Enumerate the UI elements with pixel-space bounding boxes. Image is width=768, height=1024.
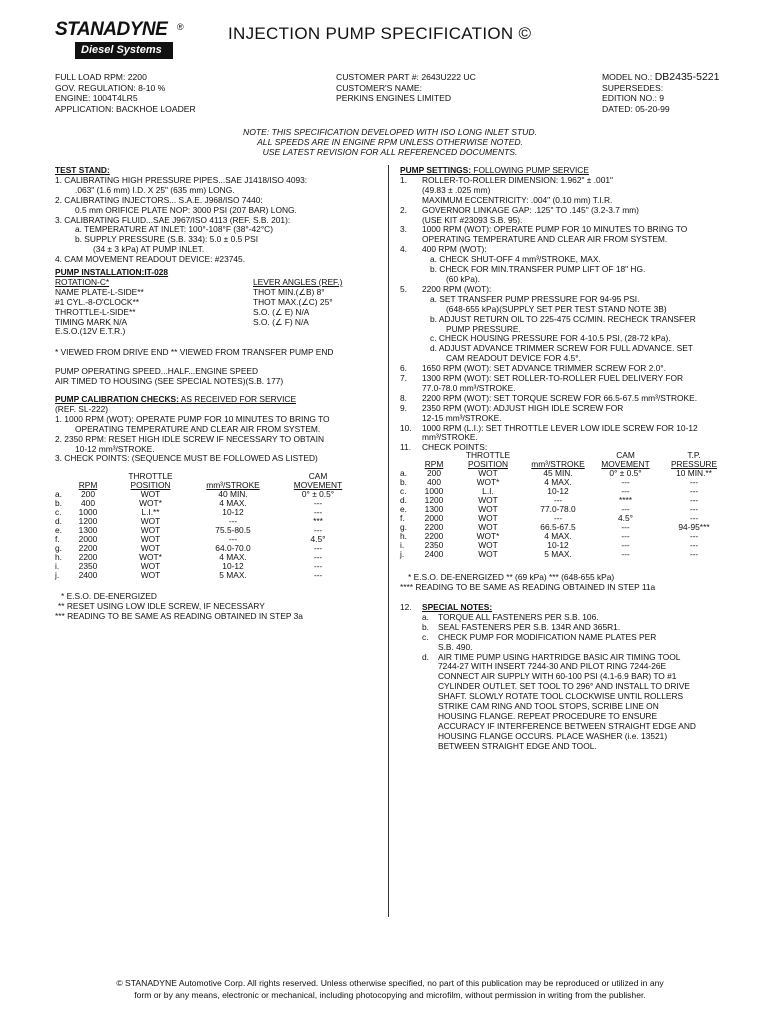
table-cell: WOT* — [139, 498, 162, 508]
table-cell: WOT — [478, 504, 498, 514]
special-note-text: HOUSING FLANGE OCCURS. PLACE WASHER (i.e. 13521) — [438, 730, 668, 741]
table-cell: 64.0-70.0 — [215, 543, 251, 553]
table-cell: 1000 — [424, 486, 444, 496]
table-cell: 1000 — [78, 507, 98, 517]
col-header: RPM — [78, 480, 98, 490]
special-note-text: S.B. 490. — [438, 641, 473, 652]
header-middle — [336, 72, 476, 104]
settings-line-number: 7. — [400, 373, 407, 384]
settings-line-text: OPERATING TEMPERATURE AND CLEAR AIR FROM SYSTEM. — [422, 234, 668, 245]
col-header: RPM — [424, 459, 444, 469]
install-left: NAME PLATE-L-SIDE** — [55, 286, 144, 297]
table-cell: 200 — [427, 468, 441, 478]
test-stand-line: 1. CALIBRATING HIGH PRESSURE PIPES...SAE J1418/ISO 4093: — [55, 174, 308, 185]
calibration-line: 2. 2350 RPM: RESET HIGH IDLE SCREW IF NECESSARY TO OBTAIN — [55, 433, 325, 444]
settings-line-number: 9. — [400, 402, 407, 413]
table-cell: 2350 — [424, 540, 444, 550]
settings-line-text: 2350 RPM (WOT): ADJUST HIGH IDLE SCREW FOR — [422, 402, 624, 413]
test-stand-line: b. SUPPLY PRESSURE (S.B. 334): 5.0 ± 0.5 PSI — [75, 234, 259, 245]
table-cell: L.I.** — [141, 507, 160, 517]
table-cell: WOT* — [139, 552, 162, 562]
table-cell: 1300 — [424, 504, 444, 514]
install-left: E.S.O.(12V E.T.R.) — [55, 326, 126, 337]
calibration-section — [55, 395, 385, 464]
table-cell: 400 — [427, 477, 441, 487]
settings-line-text: 2200 RPM (WOT): — [422, 283, 492, 294]
install-left: TIMING MARK N/A — [55, 316, 128, 327]
col-header: T.P. — [687, 450, 701, 460]
calibration-line: 3. CHECK POINTS: (SEQUENCE MUST BE FOLLOWED AS LISTED) — [55, 453, 318, 464]
table-cell: 4 MAX. — [544, 531, 572, 541]
table-cell: 0° ± 0.5° — [609, 468, 642, 478]
settings-line-text: b. CHECK FOR MIN.TRANSFER PUMP LIFT OF 18" HG. — [430, 264, 646, 275]
settings-line — [400, 315, 745, 325]
table-row — [400, 487, 725, 496]
test-stand-line: .063" (1.6 mm) I.D. X 25" (635 mm) LONG. — [75, 184, 235, 195]
table-cell: WOT — [478, 522, 498, 532]
dated-line: DATED: 05-20-99 — [602, 103, 670, 114]
special-note-text: SHAFT. SLOWLY ROTATE TOOL CLOCKWISE UNTIL ROLLERS — [438, 691, 684, 702]
table-cell: a. — [55, 489, 62, 499]
calibration-heading-rest: AS RECEIVED FOR SERVICE — [178, 394, 297, 404]
calibration-line: 10-12 mm³/STROKE. — [75, 443, 155, 454]
table-cell: 40 MIN. — [218, 489, 248, 499]
table-cell: WOT — [478, 468, 498, 478]
special-note-text: CHECK PUMP FOR MODIFICATION NAME PLATES PER — [438, 631, 657, 642]
edition-line: EDITION NO.: 9 — [602, 93, 665, 103]
model-line — [602, 72, 720, 83]
header-mid-line: PERKINS ENGINES LIMITED — [336, 93, 452, 103]
settings-line-number: 3. — [400, 224, 407, 235]
table-cell: a. — [400, 468, 407, 478]
registered-mark: ® — [177, 22, 184, 32]
settings-line-text: CHECK POINTS: — [422, 442, 488, 453]
table-cell: --- — [689, 540, 699, 550]
col-header: PRESSURE — [670, 459, 718, 469]
settings-line-number: 10. — [400, 422, 412, 433]
installation-heading: PUMP INSTALLATION:IT-028 — [55, 267, 169, 277]
table-cell: j. — [400, 549, 405, 559]
header-right — [602, 72, 720, 114]
calibration-checkpoints-table — [55, 472, 368, 580]
special-note-text: SEAL FASTENERS PER S.B. 134R AND 365R1. — [438, 621, 621, 632]
table-cell: e. — [55, 525, 62, 535]
settings-line-number: 5. — [400, 283, 407, 294]
document-title: INJECTION PUMP SPECIFICATION © — [228, 24, 532, 43]
install-left: #1 CYL.-8-O'CLOCK** — [55, 296, 139, 307]
settings-line-text: (49.83 ± .025 mm) — [422, 184, 491, 195]
table-cell: --- — [313, 561, 323, 571]
col-header: mm³/STROKE — [531, 459, 585, 469]
table-cell: 75.5-80.5 — [215, 525, 251, 535]
header-left-line: GOV. REGULATION: 8-10 % — [55, 82, 166, 93]
table-row — [400, 505, 725, 514]
test-stand-line: a. TEMPERATURE AT INLET: 100°-108°F (38°-42°C) — [75, 224, 274, 235]
table-cell: g. — [400, 522, 407, 532]
copyright-footer — [70, 977, 710, 1001]
special-note-text: TORQUE ALL FASTENERS PER S.B. 106. — [438, 611, 599, 622]
settings-line-number: 2. — [400, 204, 407, 215]
table-cell: --- — [228, 516, 238, 526]
special-num: 12. — [400, 602, 412, 612]
settings-checkpoints-table — [400, 451, 725, 559]
settings-heading-rest: FOLLOWING PUMP SERVICE — [471, 165, 589, 175]
table-cell: 0° ± 0.5° — [301, 489, 335, 499]
settings-line-text: b. ADJUST RETURN OIL TO 225-475 CC/MIN. RECHECK TRANSFER — [430, 313, 696, 324]
table-cell: WOT* — [476, 477, 500, 487]
settings-line-number: 11. — [400, 442, 412, 453]
settings-line-text: 1000 RPM (WOT): OPERATE PUMP FOR 10 MINUTES TO BRING TO — [422, 224, 688, 235]
table-cell: --- — [228, 534, 238, 544]
install-right: THOT MIN.(∠B) 8° — [253, 286, 325, 297]
install-left: ROTATION-C* — [55, 276, 110, 287]
table-cell: WOT — [140, 489, 161, 499]
spec-note — [150, 127, 630, 157]
settings-line-text: 1300 RPM (WOT): SET ROLLER-TO-ROLLER FUEL DELIVERY FOR — [422, 373, 684, 384]
table-cell: --- — [553, 513, 563, 523]
table-cell: --- — [313, 543, 323, 553]
supersedes-line: SUPERSEDES: — [602, 82, 664, 93]
table-cell: 10 MIN.** — [676, 468, 712, 478]
settings-line-text: MAXIMUM ECCENTRICITY: .004" (0.10 mm) T.I.R. — [422, 194, 613, 205]
table-cell: WOT — [478, 540, 498, 550]
table-cell: i. — [400, 540, 405, 550]
table-cell: --- — [553, 495, 563, 505]
model-label: MODEL NO.: — [602, 72, 653, 82]
header-left-line: APPLICATION: BACKHOE LOADER — [55, 103, 196, 114]
column-divider — [388, 165, 389, 917]
settings-line-text: d. ADJUST ADVANCE TRIMMER SCREW FOR FULL ADVANCE. SET — [430, 343, 693, 354]
table-cell: 94-95*** — [678, 522, 710, 532]
table-cell: --- — [689, 495, 699, 505]
table-cell: --- — [621, 540, 630, 550]
special-note-text: CONNECT AIR SUPPLY WITH 60-100 PSI (4.1-6.9 BAR) TO #1 — [438, 671, 677, 682]
table-cell: 4 MAX. — [219, 552, 247, 562]
table-cell: WOT — [140, 543, 161, 553]
table-cell: --- — [689, 531, 699, 541]
settings-line-text: 77.0-78.0 mm³/STROKE. — [422, 382, 516, 393]
table-cell: --- — [689, 549, 699, 559]
table-cell: WOT* — [476, 531, 500, 541]
table-cell: 2000 — [424, 513, 444, 523]
footnote: * E.S.O. DE-ENERGIZED ** (69 kPa) *** (648-655 kPa) — [408, 572, 615, 582]
table-cell: 2200 — [424, 522, 444, 532]
table-cell: d. — [400, 495, 407, 505]
table-cell: d. — [55, 516, 62, 526]
table-cell: 66.5-67.5 — [540, 522, 576, 532]
special-note-text: STRIKE CAM RING AND TOOL STOPS, SCRIBE LINE ON — [438, 701, 659, 712]
special-note-line — [400, 742, 745, 752]
table-cell: b. — [55, 498, 62, 508]
special-note-letter: a. — [422, 611, 429, 622]
table-cell: h. — [400, 531, 407, 541]
table-cell: --- — [689, 486, 699, 496]
table-cell: 4.5° — [618, 513, 633, 523]
table-cell: --- — [313, 552, 323, 562]
table-cell: i. — [55, 561, 60, 571]
installation-section — [55, 268, 380, 387]
settings-section — [400, 166, 745, 453]
special-note-text: CYLINDER OUTLET. SET TOOL TO 296° AND INSTALL TO DRIVE — [438, 681, 690, 692]
table-cell: 4 MAX. — [544, 477, 572, 487]
table-cell: 2000 — [78, 534, 98, 544]
table-cell: 1300 — [78, 525, 98, 535]
table-cell: --- — [313, 525, 323, 535]
settings-line-text: 1000 RPM (L.I.): SET THROTTLE LEVER LOW IDLE SCREW FOR 10-12 — [422, 422, 698, 433]
table-cell: 2200 — [78, 552, 98, 562]
logo-brand: STANADYNE — [55, 19, 168, 40]
table-cell: 5 MAX. — [219, 570, 247, 580]
table-cell: L.I. — [482, 486, 494, 496]
table-cell: --- — [621, 486, 630, 496]
install-right: THOT MAX.(∠C) 25° — [253, 296, 333, 307]
table-cell: b. — [400, 477, 407, 487]
settings-line-text: a. SET TRANSFER PUMP PRESSURE FOR 94-95 PSI. — [430, 293, 640, 304]
table-cell: --- — [689, 477, 699, 487]
settings-line-text: (USE KIT #23093 S.B. 95). — [422, 214, 523, 225]
table-cell: f. — [400, 513, 405, 523]
settings-line-number: 1. — [400, 174, 407, 185]
table-cell: **** — [618, 495, 633, 505]
table-cell: --- — [313, 507, 323, 517]
table-cell: 4.5° — [310, 534, 326, 544]
note-line: USE LATEST REVISION FOR ALL REFERENCED DOCUMENTS. — [262, 147, 518, 157]
test-stand-line: 2. CALIBRATING INJECTORS... S.A.E. J968/ISO 7440: — [55, 194, 263, 205]
special-heading: SPECIAL NOTES: — [422, 602, 493, 612]
table-cell: --- — [689, 504, 699, 514]
settings-line-text: 2200 RPM (WOT): SET TORQUE SCREW FOR 66.5-67.5 mm³/STROKE. — [422, 392, 698, 403]
table-cell: 400 — [81, 498, 95, 508]
table-cell: 2200 — [78, 543, 98, 553]
special-note-text: 7244-27 WITH INSERT 7244-30 AND PILOT RING 7244-26E — [438, 661, 667, 672]
table-cell: c. — [55, 507, 62, 517]
col-header: MOVEMENT — [601, 459, 650, 469]
settings-line-text: 1650 RPM (WOT): SET ADVANCE TRIMMER SCREW FOR 2.0°. — [422, 363, 666, 374]
table-cell: 1200 — [78, 516, 98, 526]
table-cell: WOT — [140, 525, 161, 535]
note-line: ALL SPEEDS ARE IN ENGINE RPM UNLESS OTHERWISE NOTED. — [257, 137, 523, 147]
settings-line-text: GOVERNOR LINKAGE GAP: .125" TO .145" (3.2-3.7 mm) — [422, 204, 639, 215]
special-notes-section — [400, 603, 745, 752]
col-header: CAM — [616, 450, 635, 460]
calibration-ref: (REF. SL-222) — [55, 403, 109, 414]
col-header: CAM — [308, 471, 328, 481]
table-cell: --- — [621, 504, 630, 514]
settings-line-number: 6. — [400, 363, 407, 374]
table-cell: --- — [689, 513, 699, 523]
table-cell: --- — [621, 549, 630, 559]
table-row — [55, 571, 368, 580]
table-cell: WOT — [478, 513, 498, 523]
operating-speed: PUMP OPERATING SPEED...HALF...ENGINE SPEED — [55, 365, 259, 376]
table-cell: --- — [313, 498, 323, 508]
table-cell: g. — [55, 543, 62, 553]
col-header: THROTTLE — [128, 471, 173, 481]
special-note-text: HOUSING FLANGE. REPEAT PROCEDURE TO ENSURE — [438, 710, 658, 721]
test-stand-line: (34 ± 3 kPa) AT PUMP INLET. — [93, 244, 205, 255]
footnote: **** READING TO BE SAME AS READING OBTAINED IN STEP 11a — [400, 581, 656, 592]
calibration-line: OPERATING TEMPERATURE AND CLEAR AIR FROM SYSTEM. — [75, 423, 321, 434]
table-cell: --- — [313, 570, 323, 580]
table-cell: --- — [621, 531, 630, 541]
table-row — [400, 550, 725, 559]
footnote: *** READING TO BE SAME AS READING OBTAINED IN STEP 3a — [55, 610, 303, 621]
table-cell: WOT — [140, 516, 161, 526]
install-left: THROTTLE-L-SIDE** — [55, 306, 136, 317]
table-cell: 2400 — [424, 549, 444, 559]
special-note-letter: b. — [422, 621, 429, 632]
table-cell: 2200 — [424, 531, 444, 541]
table-cell: WOT — [478, 549, 498, 559]
special-note-letter: d. — [422, 651, 429, 662]
settings-heading: PUMP SETTINGS: — [400, 165, 472, 175]
special-note-text: BETWEEN STRAIGHT EDGE AND TOOL. — [438, 740, 597, 751]
table-cell: WOT — [140, 570, 161, 580]
table-cell: *** — [313, 516, 323, 526]
table-cell: WOT — [478, 495, 498, 505]
table-cell: 5 MAX. — [544, 549, 572, 559]
table-cell: j. — [55, 570, 60, 580]
table-cell: c. — [400, 486, 407, 496]
table-cell: h. — [55, 552, 62, 562]
table-cell: 200 — [81, 489, 95, 499]
col-header: MOVEMENT — [293, 480, 343, 490]
settings-line-text: mm³/STROKE. — [422, 432, 478, 443]
install-right: S.O. (∠ E) N/A — [253, 306, 310, 317]
calibration-line: 1. 1000 RPM (WOT): OPERATE PUMP FOR 10 MINUTES TO BRING TO — [55, 413, 330, 424]
settings-line-number: 4. — [400, 244, 407, 255]
settings-line-text: (60 kPa). — [446, 273, 480, 284]
table-cell: 2400 — [78, 570, 98, 580]
logo-subtitle: Diesel Systems — [75, 42, 173, 59]
calibration-footnotes — [55, 592, 385, 622]
settings-line-text: 12-15 mm³/STROKE. — [422, 412, 502, 423]
model-number: DB2435-5221 — [654, 71, 720, 83]
viewed-note: * VIEWED FROM DRIVE END ** VIEWED FROM TRANSFER PUMP END — [55, 346, 334, 357]
note-line: NOTE: THIS SPECIFICATION DEVELOPED WITH ISO LONG INLET STUD. — [243, 127, 537, 137]
footer-line: form or by any means, electronic or mechanical, including photocopying and microfilm, without permission in writing from the publisher. — [134, 990, 646, 1000]
table-cell: 2350 — [78, 561, 98, 571]
install-right: S.O. (∠ F) N/A — [253, 316, 309, 327]
test-stand-section — [55, 166, 380, 265]
special-note-letter: c. — [422, 631, 429, 642]
settings-line-number: 8. — [400, 392, 407, 403]
col-header: THROTTLE — [465, 450, 511, 460]
install-right: LEVER ANGLES (REF.) — [253, 276, 343, 287]
header-left-line: FULL LOAD RPM: 2200 — [55, 72, 147, 82]
header-left — [55, 72, 196, 114]
settings-line-text: 400 RPM (WOT): — [422, 244, 487, 255]
footnote: ** RESET USING LOW IDLE SCREW, IF NECESSARY — [58, 600, 265, 611]
settings-line-text: c. CHECK HOUSING PRESSURE FOR 4-10.5 PSI, (28-72 kPa). — [430, 333, 671, 344]
settings-line-text: a. CHECK SHUT-OFF 4 mm³/STROKE, MAX. — [430, 254, 601, 265]
col-header: POSITION — [130, 480, 171, 490]
table-cell: 1200 — [424, 495, 444, 505]
table-cell: --- — [621, 522, 630, 532]
special-note-text: AIR TIME PUMP USING HARTRIDGE BASIC AIR TIMING TOOL — [438, 651, 681, 662]
header-left-line: ENGINE: 1004T4LR5 — [55, 93, 138, 103]
table-cell: e. — [400, 504, 407, 514]
settings-footnotes — [400, 573, 745, 593]
table-cell: f. — [55, 534, 60, 544]
header-mid-line: CUSTOMER PART #: 2643U222 UC — [336, 72, 476, 82]
col-header: POSITION — [467, 459, 509, 469]
test-stand-line: 4. CAM MOVEMENT READOUT DEVICE: #23745. — [55, 254, 246, 265]
test-stand-line: 0.5 mm ORIFICE PLATE NOP: 3000 PSI (207 BAR) LONG. — [75, 204, 297, 215]
table-cell: WOT — [140, 561, 161, 571]
footer-line: © STANADYNE Automotive Corp. All rights reserved. Unless otherwise specified, no part of this publication may be reproduced or utilized in any — [116, 978, 664, 988]
col-header: mm³/STROKE — [206, 480, 260, 490]
settings-line-text: (648-655 kPa)(SUPPLY SET PER TEST STAND NOTE 3B) — [446, 303, 667, 314]
settings-line-text: PUMP PRESSURE. — [446, 323, 521, 334]
settings-line-text: ROLLER-TO-ROLLER DIMENSION: 1.962" ± .001" — [422, 174, 613, 185]
table-cell: 10-12 — [547, 486, 569, 496]
special-note-text: ACCURACY IF INTERFERENCE BETWEEN STRAIGHT EDGE AND — [438, 720, 696, 731]
table-cell: 10-12 — [222, 507, 244, 517]
table-cell: 77.0-78.0 — [540, 504, 576, 514]
table-cell: 10-12 — [222, 561, 244, 571]
table-cell: --- — [621, 477, 630, 487]
table-cell: 45 MIN. — [543, 468, 573, 478]
test-stand-heading: TEST STAND: — [55, 165, 110, 175]
stanadyne-logo — [55, 19, 184, 59]
calibration-heading: PUMP CALIBRATION CHECKS: — [55, 394, 179, 404]
table-cell: 10-12 — [547, 540, 569, 550]
footnote: * E.S.O. DE-ENERGIZED — [61, 591, 157, 601]
test-stand-line: 3. CALIBRATING FLUID...SAE J967/ISO 4113 (REF. S.B. 201): — [55, 214, 291, 225]
table-cell: WOT — [140, 534, 161, 544]
header-mid-line: CUSTOMER'S NAME: — [336, 82, 422, 93]
table-cell: 4 MAX. — [219, 498, 247, 508]
settings-line-text: CAM READOUT DEVICE FOR 4.5°. — [446, 353, 581, 364]
air-timed: AIR TIMED TO HOUSING (SEE SPECIAL NOTES)(S.B. 177) — [55, 375, 284, 386]
